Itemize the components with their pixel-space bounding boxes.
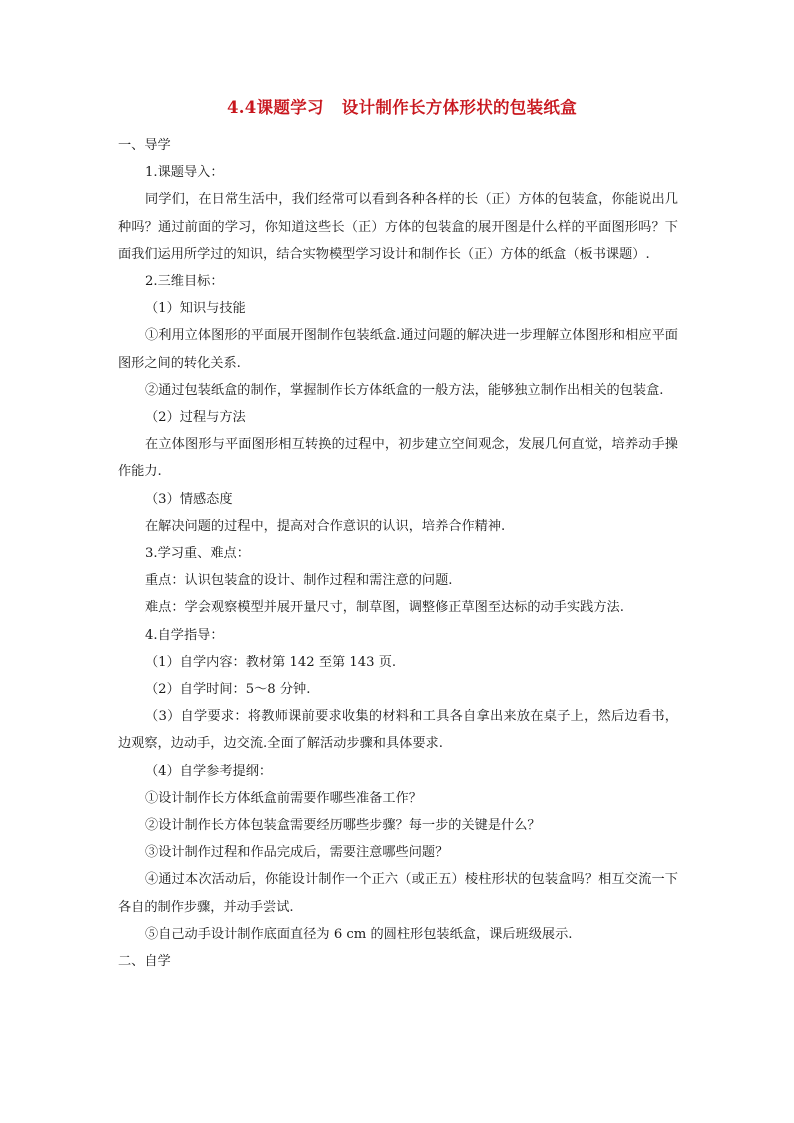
goal-knowledge-item-2: ②通过包装纸盒的制作，掌握制作长方体纸盒的一般方法，能够独立制作出相关的包装盒. [145, 382, 664, 398]
outline-question-5: ⑤自己动手设计制作底面直径为 6 cm 的圆柱形包装纸盒，课后班级展示. [145, 926, 573, 942]
key-point: 重点：认识包装盒的设计、制作过程和需注意的问题. [145, 573, 453, 589]
goal-process-heading: （2）过程与方法 [145, 410, 246, 426]
self-study-time: （2）自学时间：5～8 分钟. [145, 682, 311, 698]
title-part2: 设计制作长方体形状的包装纸盒 [341, 98, 577, 117]
outline-question-2: ②设计制作长方体包装盒需要经历哪些步骤？每一步的关键是什么？ [145, 818, 541, 834]
outline-question-3: ③设计制作过程和作品完成后，需要注意哪些问题？ [145, 845, 449, 861]
self-study-heading: 4.自学指导： [145, 627, 224, 643]
goal-knowledge-item-1: ①利用立体图形的平面展开图制作包装纸盒.通过问题的解决进一步理解立体图形和相应平面图形之间的转化关系. [118, 328, 678, 371]
document-title [126, 96, 678, 120]
goal-attitude-heading: （3）情感态度 [145, 491, 233, 507]
topic-intro-heading: 1.课题导入： [145, 165, 224, 181]
title-number: 4.4 [226, 98, 257, 117]
self-study-requirements: （3）自学要求：将教师课前要求收集的材料和工具各自拿出来放在桌子上，然后边看书，边观察，边动手，边交流.全面了解活动步骤和具体要求. [118, 709, 678, 752]
outline-question-4: ④通过本次活动后，你能设计制作一个正六（或正五）棱柱形状的包装盒吗？相互交流一下各自的制作步骤，并动手尝试. [118, 872, 678, 915]
key-points-heading: 3.学习重、难点： [145, 546, 250, 562]
goals-heading: 2.三维目标： [145, 274, 224, 290]
title-part1: 课题学习 [256, 98, 324, 117]
topic-intro-paragraph: 同学们，在日常生活中，我们经常可以看到各种各样的长（正）方体的包装盒，你能说出几种吗？通过前面的学习，你知道这些长（正）方体的包装盒的展开图是什么样的平面图形吗？下面我们运用所学过的知识，结合实物模型学习设计和制作长（正）方体的纸盒（板书课题）. [118, 192, 678, 262]
difficult-point: 难点：学会观察模型并展开量尺寸，制草图，调整修正草图至达标的动手实践方法. [145, 600, 624, 616]
document-page [118, 96, 678, 975]
goal-knowledge-heading: （1）知识与技能 [145, 301, 246, 317]
outline-question-1: ①设计制作长方体纸盒前需要作哪些准备工作？ [145, 790, 422, 806]
section-guide-heading: 一、导学 [118, 138, 171, 153]
self-study-outline-heading: （4）自学参考提纲： [145, 763, 273, 779]
self-study-content: （1）自学内容：教材第 142 至第 143 页. [145, 654, 397, 670]
goal-process-paragraph: 在立体图形与平面图形相互转换的过程中，初步建立空间观念，发展几何直觉，培养动手操作能力. [118, 437, 678, 480]
section-self-study-heading: 二、自学 [118, 954, 171, 970]
goal-attitude-paragraph: 在解决问题的过程中，提高对合作意识的认识，培养合作精神. [145, 518, 506, 534]
